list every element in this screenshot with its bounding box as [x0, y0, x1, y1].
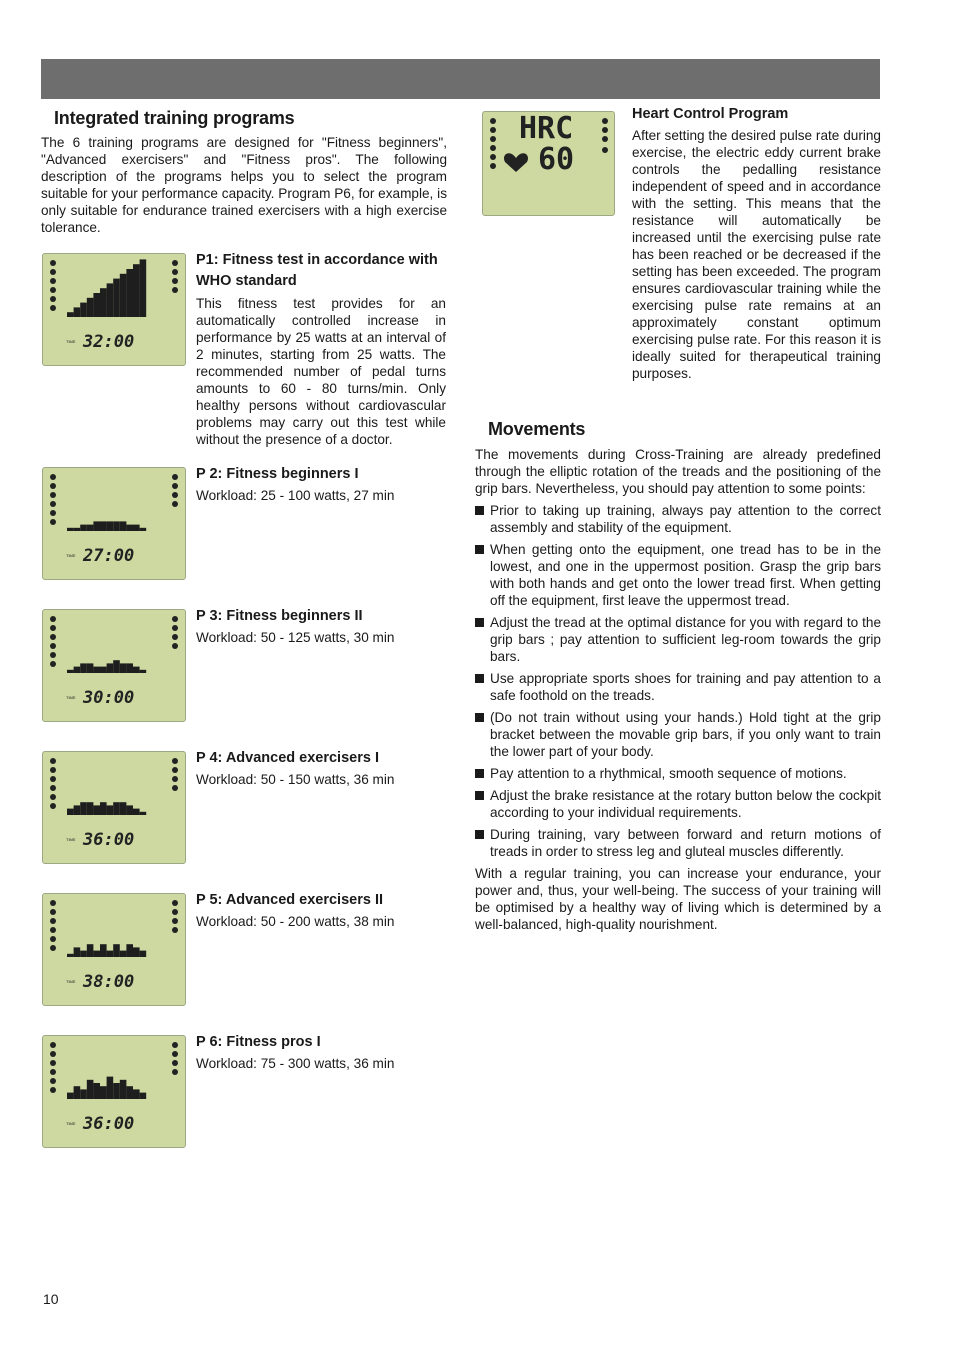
profile-bar	[74, 947, 81, 957]
page-number: 10	[43, 1291, 59, 1307]
indicator-dot	[50, 287, 56, 293]
profile-bar	[87, 802, 94, 815]
indicator-dot	[172, 634, 178, 640]
indicator-dot	[50, 305, 56, 311]
time-label: TIME	[66, 339, 76, 344]
time-label: TIME	[66, 1121, 76, 1126]
hcp-text: After setting the desired pulse rate during exercise, the electric eddy current brake controls the pedalling resistance independent of speed and in accordance with the setting. This means that the resistance will automatically be increased until the exercising pulse rate has been reached or be decreased if the setting has been exceeded. The program ensures cardiovascular training while the exercising pulse rate remains at an approximately constant optimum exercising pulse rate. For this reason it is ideally suited for therapeutical training purposes.	[632, 128, 881, 381]
program-title: P 6: Fitness pros I	[196, 1034, 321, 1050]
indicator-dot	[50, 643, 56, 649]
program-display	[42, 609, 186, 722]
movements-title: Movements	[488, 419, 586, 439]
hrc-display-graphic	[483, 112, 614, 215]
profile-bar	[74, 1086, 81, 1099]
program-text-block	[196, 464, 446, 504]
indicator-dot	[172, 260, 178, 266]
indicator-dot	[172, 1042, 178, 1048]
indicator-dot	[50, 945, 56, 951]
list-item: Adjust the tread at the optimal distance for you with regard to the grip bars ; pay attention to sufficient leg-room towards the grip bars.	[475, 614, 881, 665]
profile-bar	[107, 521, 114, 531]
profile-bar	[67, 954, 74, 957]
indicator-dot	[50, 661, 56, 667]
program-description: This fitness test provides for an automatically controlled increase in performance by 25 watts at an interval of 2 minutes, starting from 25 watts. The recommended number of pedal turns amounts to 60 - 80 turns/min. Only healthy persons without cardiovascular problems may carry out this test while without the presence of a doctor.	[196, 296, 446, 447]
profile-bar	[113, 660, 120, 673]
profile-bar	[140, 528, 147, 531]
indicator-dot	[50, 1042, 56, 1048]
profile-bar	[93, 667, 100, 673]
list-item: (Do not train without using your hands.) Hold tight at the grip bracket between the movable grip bars, if you only want to train the lower part of your body.	[475, 709, 881, 760]
profile-bar	[80, 303, 87, 317]
indicator-dot	[50, 785, 56, 791]
profile-bar	[140, 812, 147, 815]
profile-bar	[133, 525, 140, 531]
profile-bar	[67, 670, 74, 673]
program-text-block	[196, 890, 446, 930]
profile-bar	[74, 805, 81, 815]
profile-bar	[74, 528, 81, 531]
profile-bar	[140, 1093, 147, 1099]
profile-bar	[133, 667, 140, 673]
profile-bar	[113, 521, 120, 531]
profile-bar	[93, 805, 100, 815]
movements-list	[475, 502, 881, 860]
indicator-dot	[172, 767, 178, 773]
profile-bar	[107, 283, 114, 317]
profile-bar	[74, 307, 81, 317]
indicator-dot	[50, 625, 56, 631]
indicator-dot	[50, 483, 56, 489]
indicator-dot	[172, 483, 178, 489]
time-value: 32:00	[83, 332, 135, 352]
profile-bar	[80, 525, 87, 531]
profile-bar	[107, 805, 114, 815]
indicator-dot	[50, 803, 56, 809]
indicator-dot	[50, 1069, 56, 1075]
profile-bar	[100, 288, 107, 317]
profile-bar	[126, 269, 133, 317]
program-text-block	[196, 606, 446, 646]
profile-bar	[133, 947, 140, 957]
intro-title: Integrated training programs	[54, 108, 295, 128]
profile-bar	[67, 1093, 74, 1099]
indicator-dot	[172, 1069, 178, 1075]
profile-bar	[67, 809, 74, 815]
profile-bar	[140, 951, 147, 957]
program-description: Workload: 50 - 200 watts, 38 min	[196, 914, 395, 929]
profile-bar	[126, 944, 133, 957]
indicator-dot	[50, 918, 56, 924]
movements-block	[475, 419, 881, 933]
program-text-block	[196, 1032, 446, 1072]
profile-bar	[93, 521, 100, 531]
program-display-graphic	[43, 894, 185, 1005]
indicator-dot	[50, 519, 56, 525]
list-item: Use appropriate sports shoes for training and pay attention to a safe foothold on the treads.	[475, 670, 881, 704]
indicator-dot	[50, 927, 56, 933]
time-value: 36:00	[83, 830, 135, 850]
profile-bar	[67, 528, 74, 531]
indicator-dot	[172, 492, 178, 498]
indicator-dot	[172, 501, 178, 507]
program-description: Workload: 50 - 150 watts, 36 min	[196, 772, 395, 787]
profile-bar	[80, 1089, 87, 1099]
indicator-dot	[50, 776, 56, 782]
hcp-title: Heart Control Program	[632, 106, 789, 122]
heart-icon	[504, 153, 528, 172]
profile-bar	[120, 951, 127, 957]
indicator-dot	[50, 900, 56, 906]
indicator-dot	[50, 652, 56, 658]
profile-bar	[133, 1089, 140, 1099]
indicator-dot	[172, 1051, 178, 1057]
program-display-graphic	[43, 610, 185, 721]
indicator-dot	[50, 1087, 56, 1093]
profile-bar	[107, 1077, 114, 1099]
time-value: 36:00	[83, 1114, 135, 1134]
program-text-block	[196, 250, 446, 448]
profile-bar	[133, 264, 140, 317]
indicator-dot	[172, 776, 178, 782]
indicator-dot	[50, 296, 56, 302]
profile-bar	[126, 1086, 133, 1099]
profile-bar	[87, 298, 94, 317]
profile-bar	[93, 1083, 100, 1099]
indicator-dot	[50, 492, 56, 498]
program-title: P1: Fitness test in accordance with WHO standard	[196, 252, 438, 289]
profile-bar	[140, 670, 147, 673]
profile-bar	[120, 1080, 127, 1099]
profile-bar	[87, 1080, 94, 1099]
time-label: TIME	[66, 979, 76, 984]
indicator-dot	[50, 269, 56, 275]
program-title: P 5: Advanced exercisers II	[196, 892, 383, 908]
indicator-dot	[50, 909, 56, 915]
indicator-dot	[172, 758, 178, 764]
indicator-dot	[50, 1060, 56, 1066]
profile-bar	[93, 951, 100, 957]
indicator-dot	[50, 1051, 56, 1057]
profile-bar	[80, 802, 87, 815]
movements-outro: With a regular training, you can increase your endurance, your power and, thus, your well-being. The success of your training will be optimised by a healthy way of living which is determined by a well-balanced, high-quality nourishment.	[475, 866, 881, 932]
profile-bar	[107, 663, 114, 673]
indicator-dot	[172, 287, 178, 293]
profile-bar	[74, 667, 81, 673]
hcp-block	[632, 104, 881, 382]
profile-bar	[93, 293, 100, 317]
profile-bar	[87, 663, 94, 673]
indicator-dot	[172, 643, 178, 649]
profile-bar	[100, 1086, 107, 1099]
profile-bar	[113, 1083, 120, 1099]
hrc-display	[482, 111, 615, 216]
profile-bar	[126, 805, 133, 815]
indicator-dot	[50, 260, 56, 266]
profile-bar	[126, 663, 133, 673]
profile-bar	[113, 279, 120, 317]
profile-bar	[100, 802, 107, 815]
profile-bar	[120, 802, 127, 815]
profile-bar	[120, 274, 127, 317]
profile-bar	[107, 951, 114, 957]
profile-bar	[80, 951, 87, 957]
indicator-dot	[50, 474, 56, 480]
profile-bar	[100, 667, 107, 673]
profile-bar	[87, 525, 94, 531]
indicator-dot	[50, 758, 56, 764]
time-label: TIME	[66, 695, 76, 700]
profile-bar	[67, 312, 74, 317]
profile-bar	[126, 525, 133, 531]
program-display-graphic	[43, 1036, 185, 1147]
list-item: Prior to taking up training, always pay attention to the correct assembly and stability of the equipment.	[475, 502, 881, 536]
program-title: P 3: Fitness beginners II	[196, 608, 363, 624]
list-item: Pay attention to a rhythmical, smooth sequence of motions.	[475, 765, 881, 782]
profile-bar	[120, 663, 127, 673]
time-label: TIME	[66, 837, 76, 842]
list-item: During training, vary between forward and return motions of treads in order to stress leg and gluteal muscles differently.	[475, 826, 881, 860]
program-display-graphic	[43, 752, 185, 863]
profile-bar	[133, 809, 140, 815]
indicator-dot	[172, 616, 178, 622]
indicator-dot	[50, 767, 56, 773]
indicator-dot	[172, 625, 178, 631]
indicator-dot	[172, 269, 178, 275]
program-display	[42, 751, 186, 864]
profile-bar	[100, 944, 107, 957]
time-value: 38:00	[83, 972, 135, 992]
indicator-dot	[50, 634, 56, 640]
profile-bar	[87, 944, 94, 957]
time-value: 27:00	[83, 546, 135, 566]
list-item: Adjust the brake resistance at the rotary button below the cockpit according to your individual requirements.	[475, 787, 881, 821]
indicator-dot	[172, 909, 178, 915]
time-label: TIME	[66, 553, 76, 558]
program-display-graphic	[43, 254, 185, 365]
intro-text: The 6 training programs are designed for "Fitness beginners", "Advanced exercisers" and "Fitness pros". The following description of the programs helps you to select the program suitable for your performance capacity. Program P6, for example, is only suitable for endurance trained exercisers with a high exercise tolerance.	[41, 135, 447, 235]
indicator-dot	[172, 900, 178, 906]
indicator-dot	[172, 278, 178, 284]
program-title: P 2: Fitness beginners I	[196, 466, 359, 482]
profile-bar	[113, 944, 120, 957]
indicator-dot	[172, 785, 178, 791]
profile-bar	[100, 521, 107, 531]
list-item: When getting onto the equipment, one tread has to be in the lowest, and one in the uppermost position. Grasp the grip bars with both hands and get onto the lower tread first. When getting off the equipment, first leave the uppermost tread.	[475, 541, 881, 609]
indicator-dot	[50, 510, 56, 516]
indicator-dot	[50, 616, 56, 622]
indicator-dot	[172, 1060, 178, 1066]
program-text-block	[196, 748, 446, 788]
indicator-dot	[50, 1078, 56, 1084]
program-display	[42, 467, 186, 580]
hrc-text: HRC	[519, 112, 574, 146]
indicator-dot	[172, 927, 178, 933]
movements-intro: The movements during Cross-Training are already predefined through the elliptic rotation of the treads and the positioning of the grip bars. Nevertheless, you should pay attention to some points:	[475, 447, 881, 496]
program-description: Workload: 25 - 100 watts, 27 min	[196, 488, 395, 503]
hrc-value: 60	[538, 142, 575, 177]
indicator-dot	[172, 474, 178, 480]
left-column	[41, 104, 447, 236]
indicator-dot	[50, 278, 56, 284]
program-display-graphic	[43, 468, 185, 579]
program-description: Workload: 50 - 125 watts, 30 min	[196, 630, 395, 645]
program-title: P 4: Advanced exercisers I	[196, 750, 379, 766]
profile-bar	[120, 521, 127, 531]
profile-bar	[140, 259, 147, 317]
program-display	[42, 253, 186, 366]
profile-bar	[80, 663, 87, 673]
indicator-dot	[50, 794, 56, 800]
profile-bar	[113, 802, 120, 815]
program-description: Workload: 75 - 300 watts, 36 min	[196, 1056, 395, 1071]
indicator-dot	[172, 918, 178, 924]
header-bar	[41, 59, 880, 99]
time-value: 30:00	[83, 688, 135, 708]
program-display	[42, 1035, 186, 1148]
indicator-dot	[50, 936, 56, 942]
indicator-dot	[50, 501, 56, 507]
program-display	[42, 893, 186, 1006]
